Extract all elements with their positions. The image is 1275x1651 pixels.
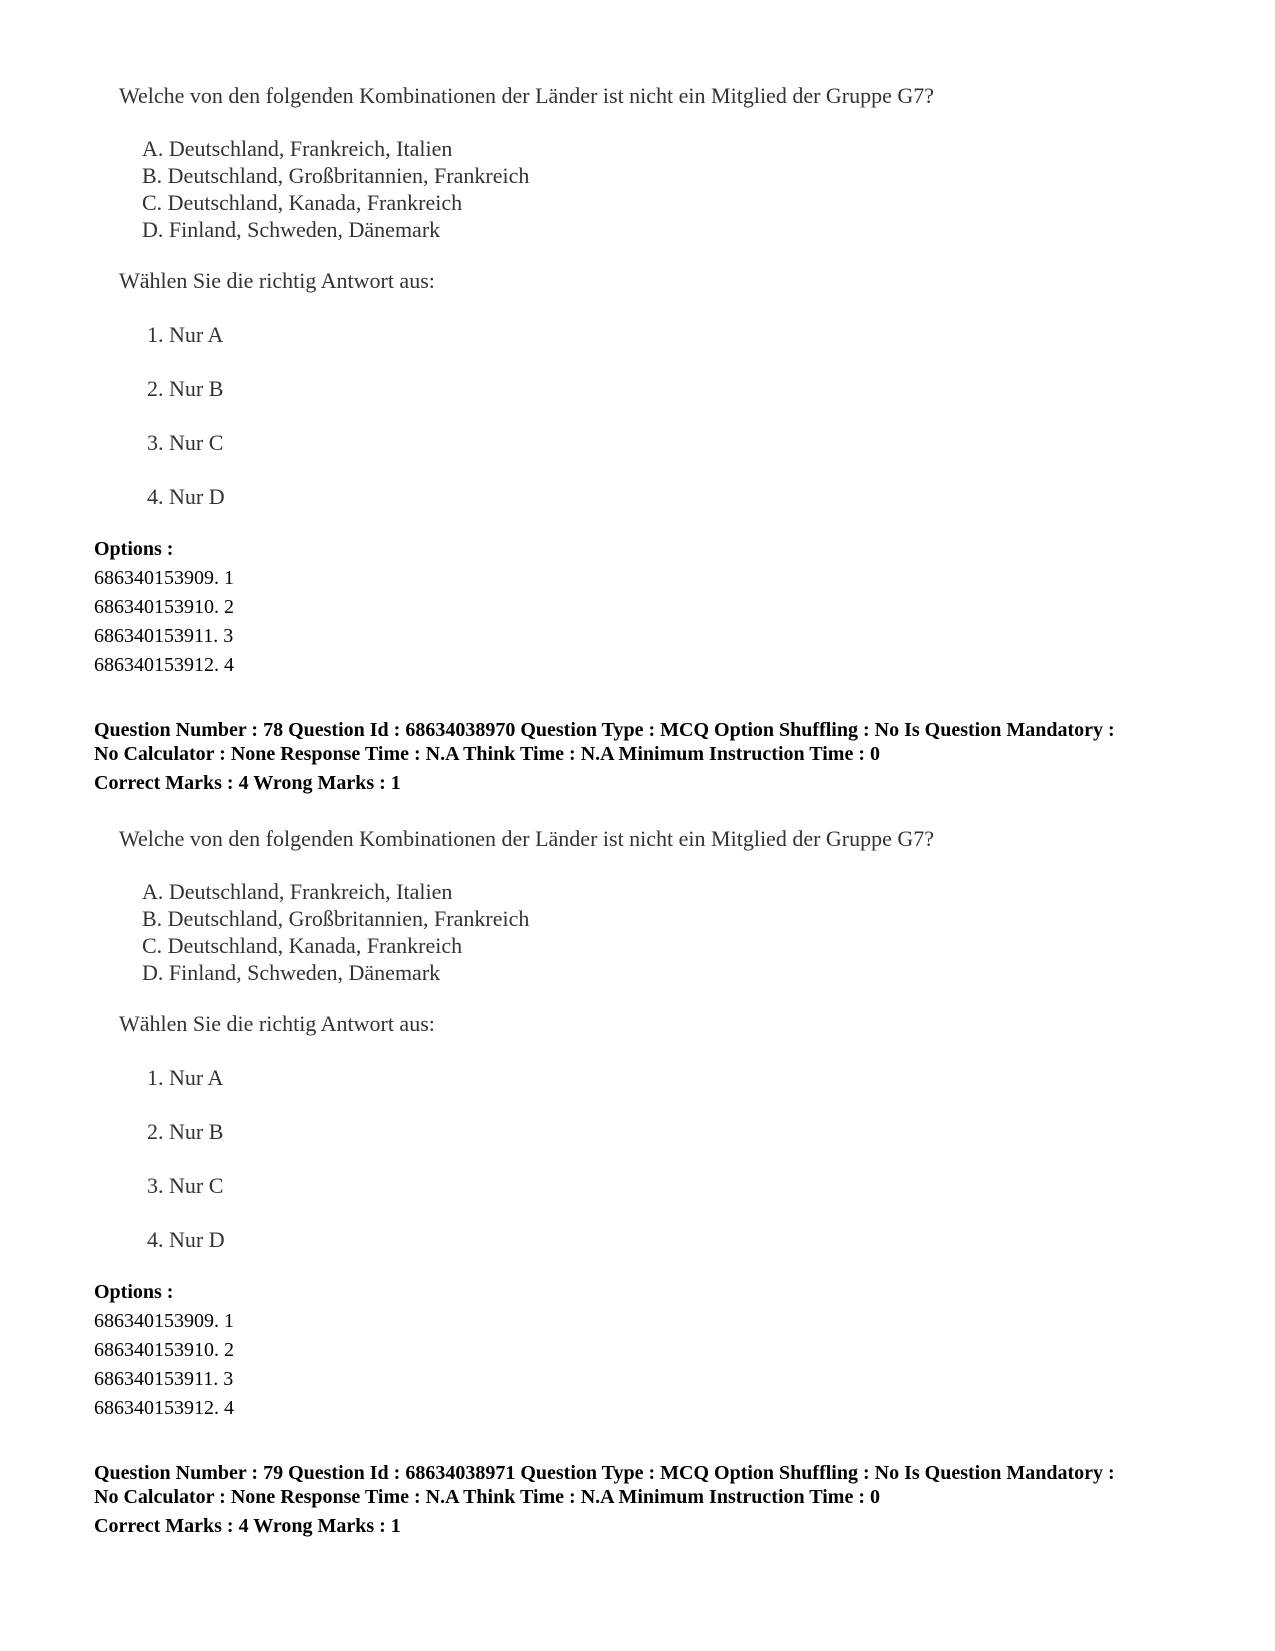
- question-marks: Correct Marks : 4 Wrong Marks : 1: [94, 1515, 401, 1537]
- choice-4: 4. Nur D: [147, 484, 225, 509]
- statement-d: D. Finland, Schweden, Dänemark: [142, 217, 441, 242]
- options-label: Options :: [94, 1281, 174, 1303]
- option-line: 686340153909. 1: [94, 1310, 234, 1332]
- question-meta-line2: No Calculator : None Response Time : N.A Think Time : N.A Minimum Instruction Time : 0: [94, 1486, 880, 1508]
- question-meta-line2: No Calculator : None Response Time : N.A Think Time : N.A Minimum Instruction Time : 0: [94, 743, 880, 765]
- option-line: 686340153912. 4: [94, 654, 234, 676]
- option-line: 686340153911. 3: [94, 625, 234, 647]
- answer-prompt: Wählen Sie die richtig Antwort aus:: [119, 268, 435, 293]
- statement-a: A. Deutschland, Frankreich, Italien: [142, 136, 453, 161]
- statement-a: A. Deutschland, Frankreich, Italien: [142, 879, 453, 904]
- question-meta-line1: Question Number : 78 Question Id : 68634038970 Question Type : MCQ Option Shuffling : No Is Question Mandatory :: [94, 719, 1115, 741]
- option-line: 686340153910. 2: [94, 1339, 234, 1361]
- choice-4: 4. Nur D: [147, 1227, 225, 1252]
- choice-1: 1. Nur A: [147, 322, 224, 347]
- question-text: Welche von den folgenden Kombinationen der Länder ist nicht ein Mitglied der Gruppe G7?: [119, 83, 935, 108]
- option-line: 686340153911. 3: [94, 1368, 234, 1390]
- options-label: Options :: [94, 538, 174, 560]
- option-line: 686340153912. 4: [94, 1397, 234, 1419]
- option-line: 686340153910. 2: [94, 596, 234, 618]
- question-marks: Correct Marks : 4 Wrong Marks : 1: [94, 772, 401, 794]
- statement-d: D. Finland, Schweden, Dänemark: [142, 960, 441, 985]
- choice-2: 2. Nur B: [147, 376, 224, 401]
- choice-2: 2. Nur B: [147, 1119, 224, 1144]
- choice-3: 3. Nur C: [147, 1173, 224, 1198]
- question-text: Welche von den folgenden Kombinationen der Länder ist nicht ein Mitglied der Gruppe G7?: [119, 826, 935, 851]
- option-line: 686340153909. 1: [94, 567, 234, 589]
- choice-3: 3. Nur C: [147, 430, 224, 455]
- statement-c: C. Deutschland, Kanada, Frankreich: [142, 190, 463, 215]
- choice-1: 1. Nur A: [147, 1065, 224, 1090]
- statement-b: B. Deutschland, Großbritannien, Frankreich: [142, 163, 530, 188]
- statement-c: C. Deutschland, Kanada, Frankreich: [142, 933, 463, 958]
- question-meta-line1: Question Number : 79 Question Id : 68634038971 Question Type : MCQ Option Shuffling : No Is Question Mandatory :: [94, 1462, 1115, 1484]
- statement-b: B. Deutschland, Großbritannien, Frankreich: [142, 906, 530, 931]
- answer-prompt: Wählen Sie die richtig Antwort aus:: [119, 1011, 435, 1036]
